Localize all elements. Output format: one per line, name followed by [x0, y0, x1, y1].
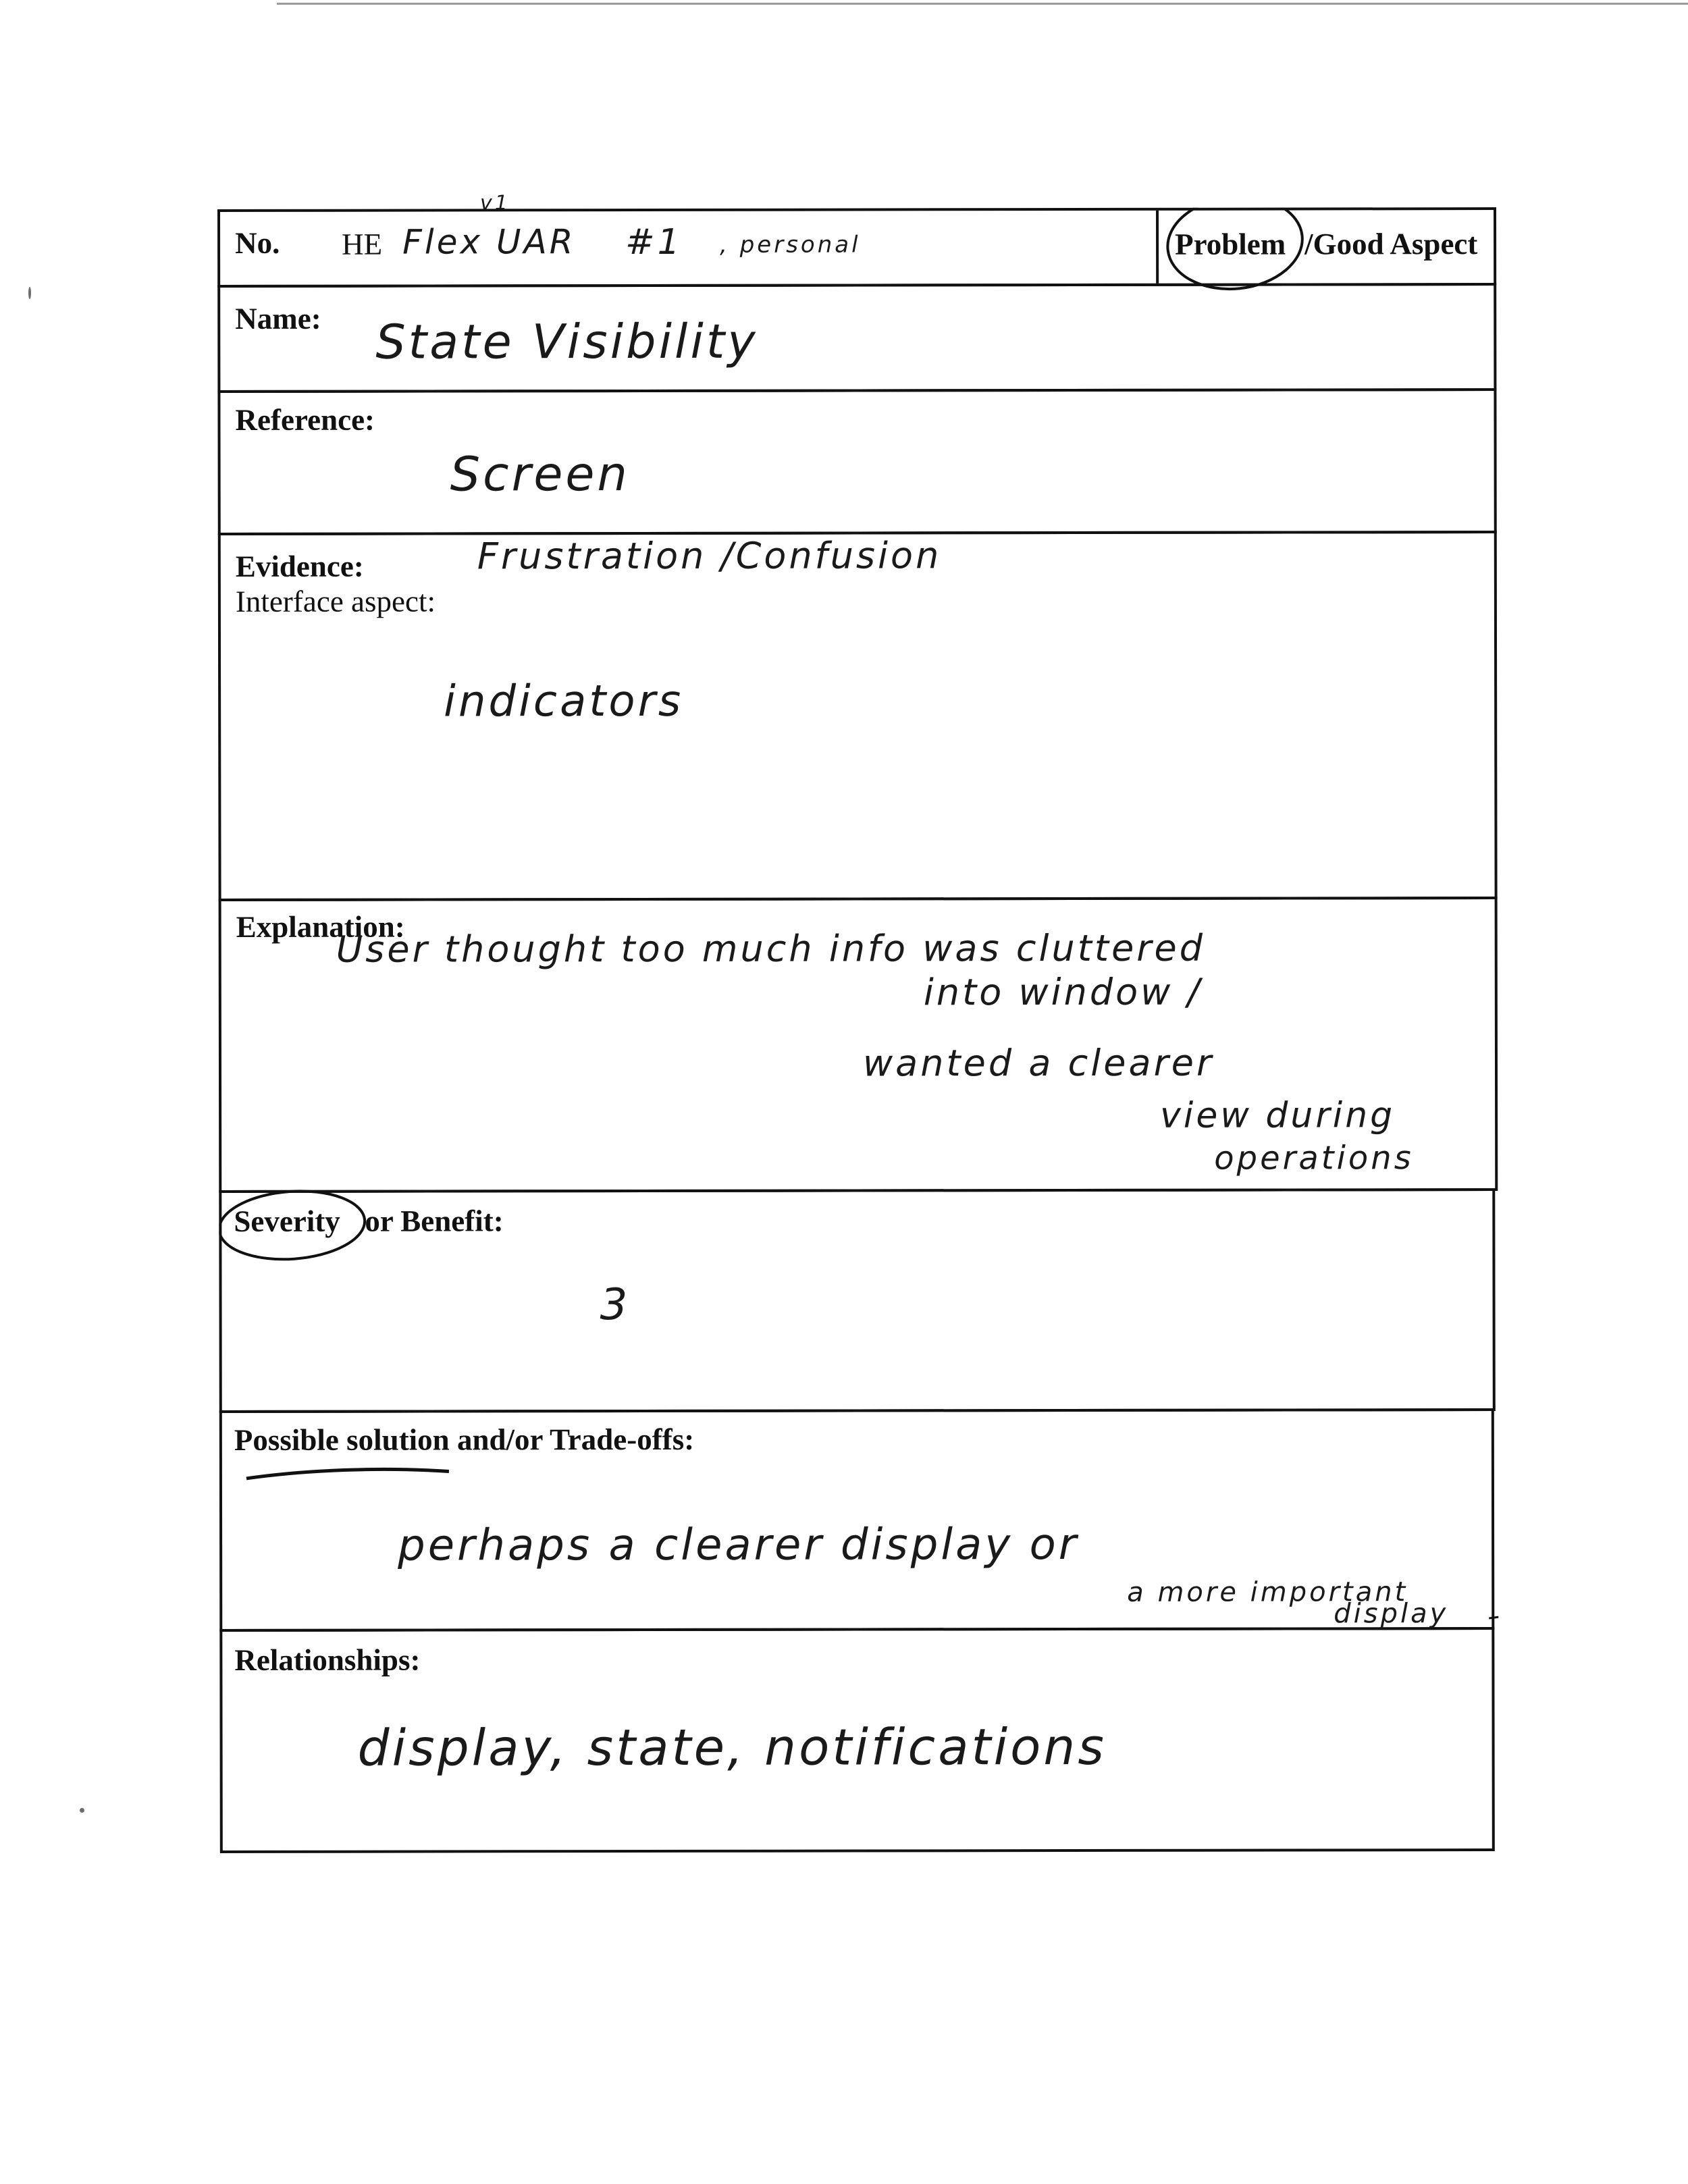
- solution-line: display: [1334, 1598, 1449, 1630]
- reference-label: Reference:: [235, 402, 375, 437]
- no-value: Flex UAR: [402, 222, 576, 262]
- severity-word: Severity: [234, 1204, 340, 1238]
- circle-mark-problem: [1163, 207, 1307, 296]
- no-label: No.: [235, 225, 280, 260]
- scan-speck: [80, 1808, 84, 1813]
- interface-label: Interface aspect:: [235, 584, 436, 618]
- pen-stroke-solution: [1489, 1606, 1499, 1618]
- underline-mark-solution: [246, 1469, 449, 1479]
- aspect-good: /Good Aspect: [1304, 227, 1478, 261]
- solution-label: Possible solution and/or Trade-offs:: [234, 1422, 695, 1457]
- explanation-line: view during: [1160, 1095, 1396, 1136]
- scan-speck: [28, 287, 31, 299]
- relationships-value: display, state, notifications: [357, 1717, 1107, 1778]
- explanation-line: operations: [1214, 1139, 1414, 1177]
- no-superscript: v1: [479, 191, 510, 215]
- evidence-label: Evidence:: [235, 549, 364, 583]
- interface-value: indicators: [444, 676, 684, 727]
- explanation-line: into window /: [923, 970, 1203, 1014]
- severity-rest: or Benefit:: [365, 1204, 504, 1238]
- explanation-line: User thought too much info was cluttered: [336, 926, 1206, 971]
- circle-mark-severity: [217, 1186, 367, 1264]
- severity-value: 3: [600, 1280, 631, 1331]
- solution-line: a more important: [1127, 1576, 1408, 1608]
- reference-value: Screen: [450, 446, 630, 502]
- pen-marks: [217, 207, 1499, 1870]
- scan-edge-line: [277, 3, 1688, 5]
- name-value: State Visibility: [375, 313, 758, 370]
- heuristic-evaluation-form: [217, 191, 1499, 1870]
- explanation-line: wanted a clearer: [862, 1041, 1215, 1085]
- name-label: Name:: [235, 301, 321, 336]
- explanation-label: Explanation:: [236, 909, 405, 944]
- evidence-value: Frustration /Confusion: [477, 534, 942, 578]
- he-prefix: HE: [342, 227, 383, 261]
- relationships-label: Relationships:: [234, 1643, 421, 1677]
- no-number: #1: [625, 221, 683, 263]
- no-suffix: , personal: [720, 231, 861, 259]
- solution-line: perhaps a clearer display or: [398, 1519, 1080, 1571]
- aspect-problem: Problem: [1175, 227, 1286, 261]
